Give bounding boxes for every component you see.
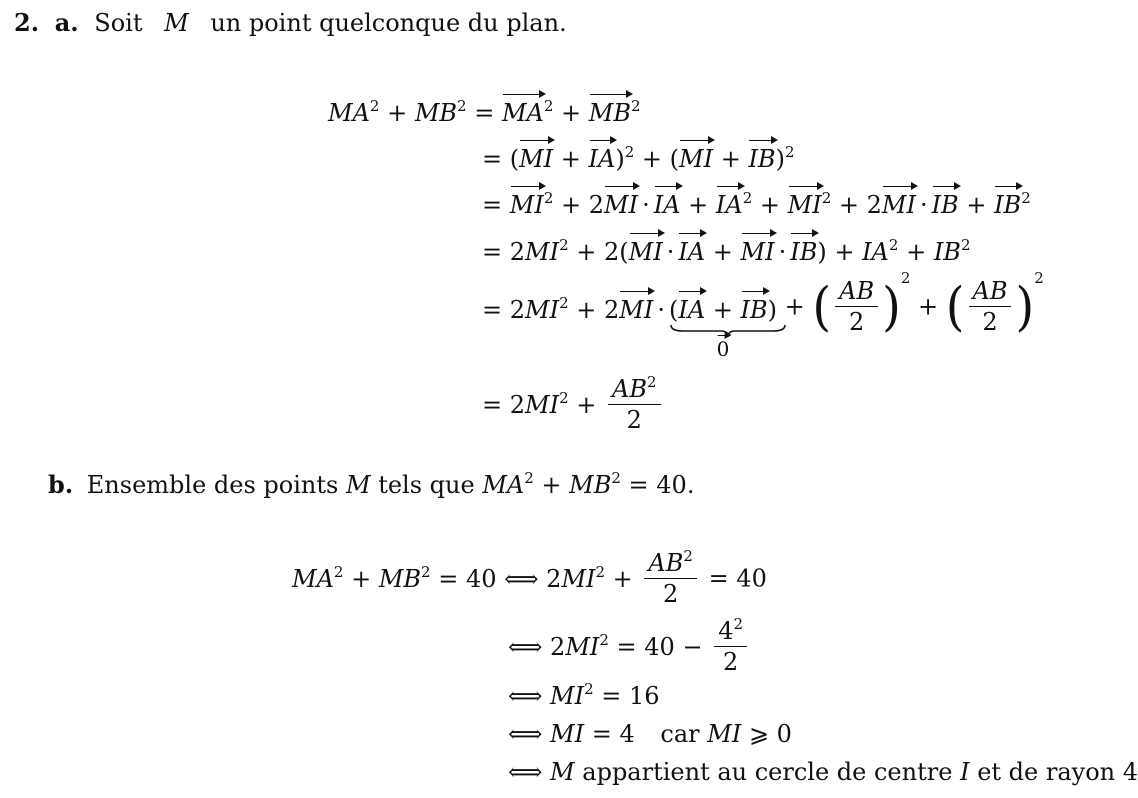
derivation-line-3: = $MI^2 + 2MI$ · IA + $IA^2 + MI^2 + 2MI$ · IB + $IB^2$: [482, 184, 1031, 219]
exercise-number: 2.: [14, 8, 40, 37]
derivation-line-4: = $2MI^2 + 2(MI$ · IA + MI · $IB) + IA^2 + IB^2$: [482, 231, 970, 266]
conclusion-text-1: appartient au cercle de centre: [582, 758, 953, 786]
part-a-label: a.: [54, 8, 79, 37]
part-b-heading: b. Ensemble des points M tels que $MA^2 + MB^2 = 40$.: [48, 469, 695, 499]
exercise-heading: [14, 8, 567, 37]
part-a-intro-rest: un point quelconque du plan.: [210, 9, 567, 37]
part-a-var-m: M: [164, 9, 189, 37]
car-text: car: [660, 720, 700, 748]
equivalence-line-2: ⟺ $2MI^2 = 40$ − $\frac{4^2}{2}$: [508, 616, 751, 677]
zero-vector: 0: [717, 333, 730, 361]
part-b-intro-2: tels que: [378, 471, 475, 499]
derivation-line-2: = (MI + IA)$^2$ + (MI + IB)$^2$: [482, 138, 795, 173]
part-b-intro: Ensemble des points: [86, 471, 339, 499]
equivalence-line-3: ⟺ $MI^2 = 16$: [508, 680, 660, 710]
derivation-line-5: = $2MI^2 + 2MI \cdot (IA + IB)$ 0 + ( $\frac{AB}{2}$ )$^2$ + ( $\frac{AB}{2}$ )$^2$: [482, 269, 1044, 361]
equivalence-line-5: ⟺ M appartient au cercle de centre I et de rayon 4: [508, 758, 1138, 786]
underbraced-sum: (IA + IB) 0: [669, 289, 777, 324]
part-b-var-m: M: [345, 471, 371, 499]
equivalence-line-1: $MA^2 + MB^2 = 40$ ⟺ $2MI^2$ + $\frac{AB^2}{2}$ = 40: [292, 547, 767, 608]
part-b-label: b.: [48, 470, 74, 499]
derivation-line-1: $MA^2 + MB^2 = MA^2 + MB^2$: [328, 92, 641, 127]
derivation-line-6: = $2MI^2$ + $\frac{AB^2}{2}$: [482, 374, 665, 435]
equivalence-line-4: ⟺ MI = 4 car MI ⩾ 0: [508, 720, 792, 748]
conclusion-text-2: et de rayon 4: [977, 758, 1138, 786]
part-a-intro: Soit: [94, 9, 143, 37]
